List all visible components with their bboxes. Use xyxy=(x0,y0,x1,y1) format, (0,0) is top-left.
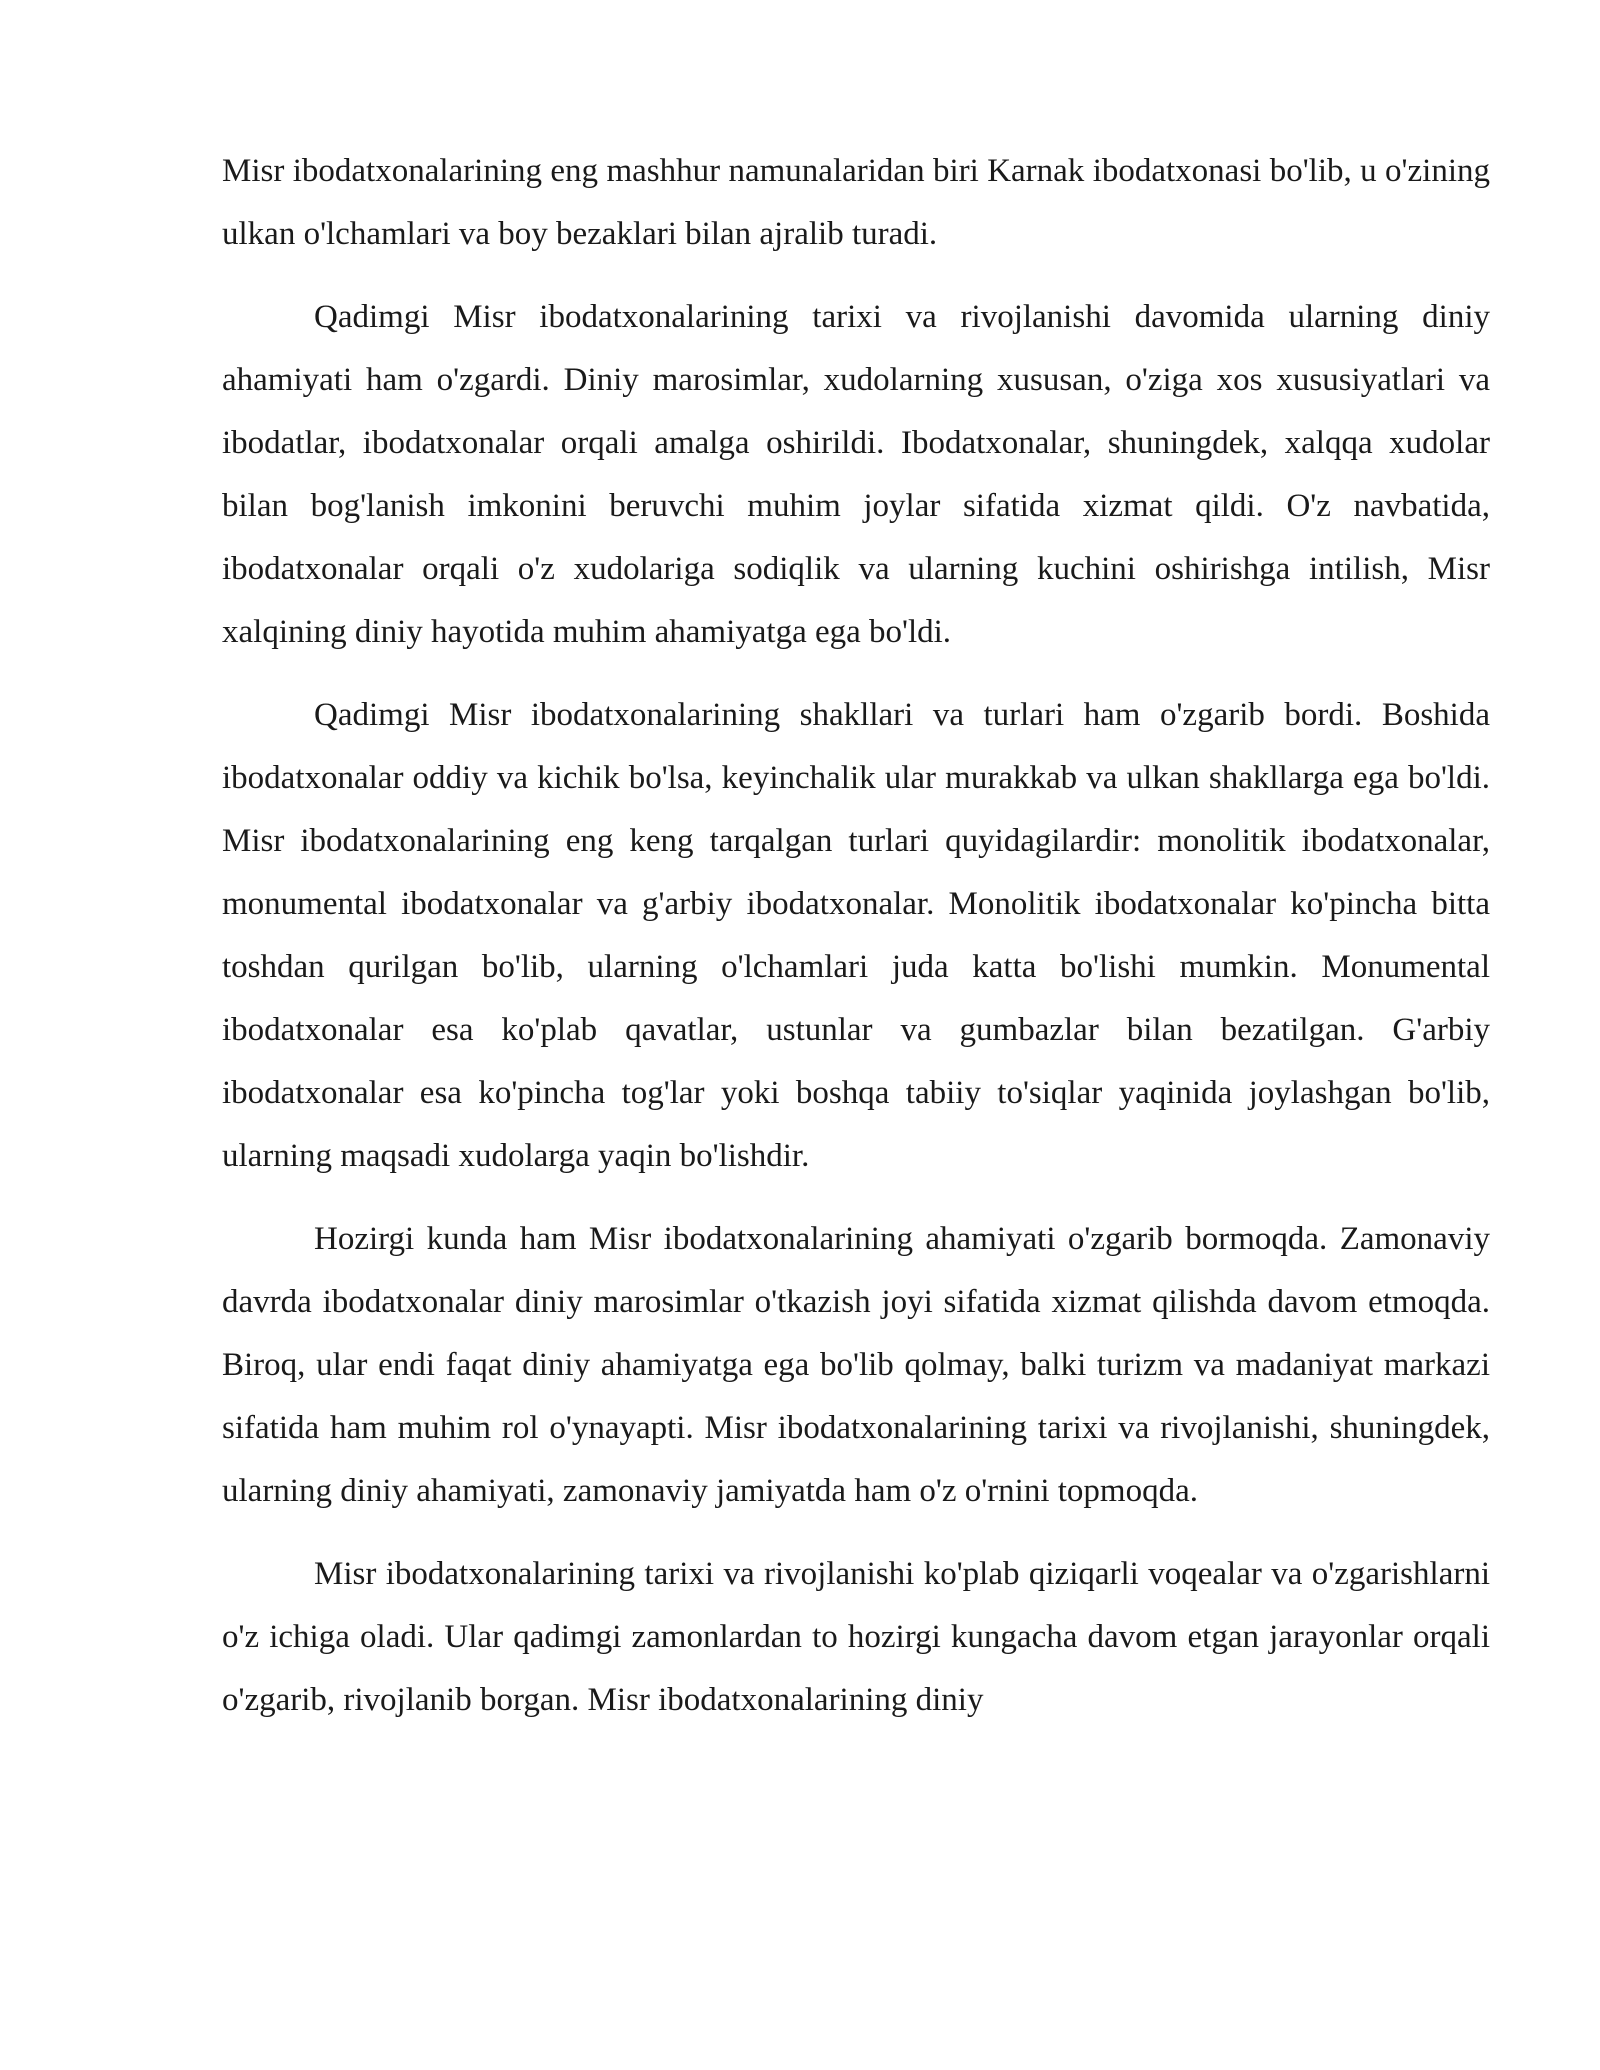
paragraph-1: Misr ibodatxonalarining eng mashhur namunalaridan biri Karnak ibodatxonasi bo'lib, u o'zining ulkan o'lchamlari va boy bezaklari bilan ajralib turadi. xyxy=(222,153,1490,252)
paragraph-4: Hozirgi kunda ham Misr ibodatxonalarining ahamiyati o'zgarib bormoqda. Zamonaviy davrda ibodatxonalar diniy marosimlar o'tkazish joyi sifatida xizmat qilishda davom etmoqda. Biroq, ular endi faqat diniy ahamiyatga ega bo'lib qolmay, balki turizm va madaniyat markazi sifatida ham muhim rol o'ynayapti. Misr ibodatxonalarining tarixi va rivojlanishi, shuningdek, ularning diniy ahamiyati, zamonaviy jamiyatda ham o'z o'rnini topmoqda. xyxy=(222,1221,1490,1509)
paragraph-3: Qadimgi Misr ibodatxonalarining shakllari va turlari ham o'zgarib bordi. Boshida ibodatxonalar oddiy va kichik bo'lsa, keyinchalik ular murakkab va ulkan shakllarga ega bo'ldi. Misr ibodatxonalarining eng keng tarqalgan turlari quyidagilardir: monolitik ibodatxonalar, monumental ibodatxonalar va g'arbiy ibodatxonalar. Monolitik ibodatxonalar ko'pincha bitta toshdan qurilgan bo'lib, ularning o'lchamlari juda katta bo'lishi mumkin. Monumental ibodatxonalar esa ko'plab qavatlar, ustunlar va gumbazlar bilan bezatilgan. G'arbiy ibodatxonalar esa ko'pincha tog'lar yoki boshqa tabiiy to'siqlar yaqinida joylashgan bo'lib, ularning maqsadi xudolarga yaqin bo'lishdir. xyxy=(222,697,1490,1174)
document-body xyxy=(222,140,1490,1752)
paragraph-2: Qadimgi Misr ibodatxonalarining tarixi va rivojlanishi davomida ularning diniy ahamiyati ham o'zgardi. Diniy marosimlar, xudolarning xususan, o'ziga xos xususiyatlari va ibodatlar, ibodatxonalar orqali amalga oshirildi. Ibodatxonalar, shuningdek, xalqqa xudolar bilan bog'lanish imkonini beruvchi muhim joylar sifatida xizmat qildi. O'z navbatida, ibodatxonalar orqali o'z xudolariga sodiqlik va ularning kuchini oshirishga intilish, Misr xalqining diniy hayotida muhim ahamiyatga ega bo'ldi. xyxy=(222,299,1490,650)
paragraph-5: Misr ibodatxonalarining tarixi va rivojlanishi ko'plab qiziqarli voqealar va o'zgarishlarni o'z ichiga oladi. Ular qadimgi zamonlardan to hozirgi kungacha davom etgan jarayonlar orqali o'zgarib, rivojlanib borgan. Misr ibodatxonalarining diniy xyxy=(222,1556,1490,1718)
